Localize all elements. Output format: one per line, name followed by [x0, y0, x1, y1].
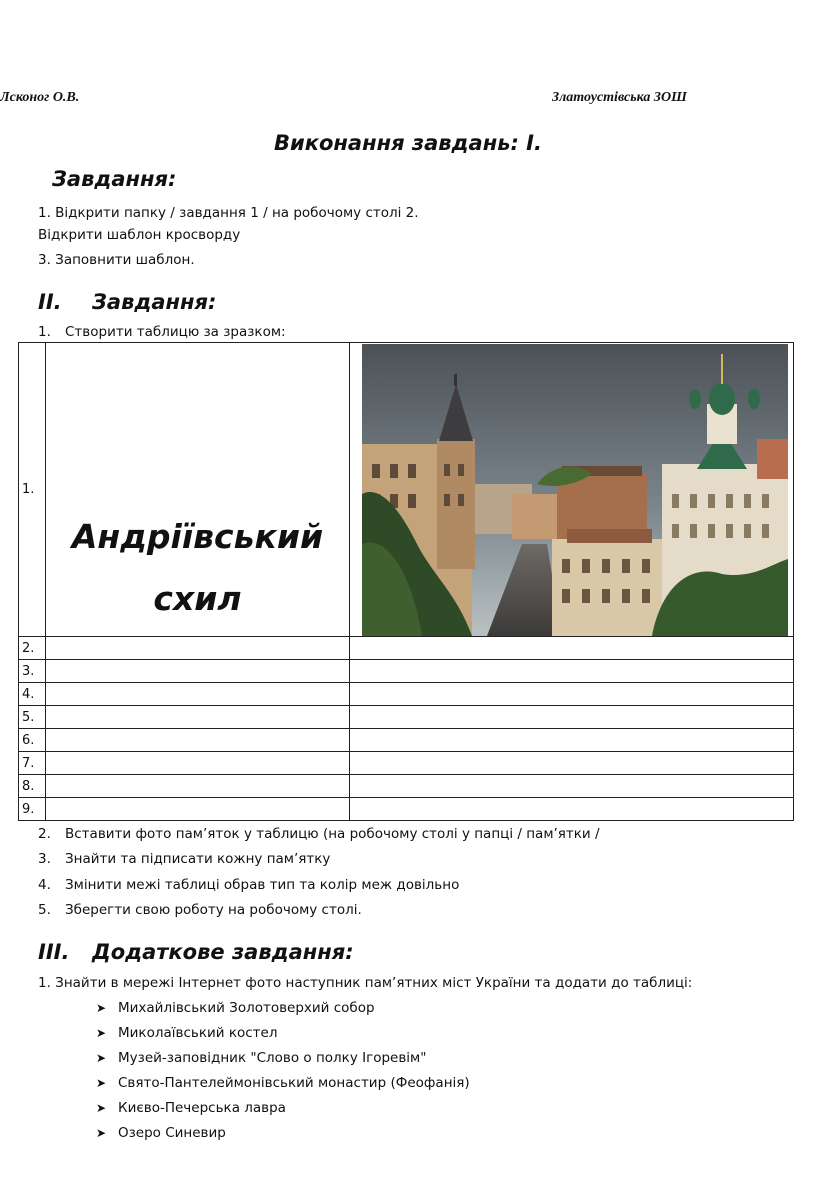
list-item: ➤ Свято-Пантелеймонівський монастир (Феофанія): [96, 1075, 470, 1091]
row-number: 6.: [19, 729, 46, 752]
author-name: Лсконог О.В.: [0, 90, 80, 105]
table-row: [19, 798, 794, 821]
row-number: 9.: [19, 798, 46, 821]
arrow-bullet-icon: ➤: [96, 1126, 107, 1140]
arrow-bullet-icon: ➤: [96, 1001, 107, 1015]
arrow-bullet-icon: ➤: [96, 1051, 107, 1065]
step-text: Зберегти свою роботу на робочому столі.: [65, 902, 362, 918]
arrow-bullet-icon: ➤: [96, 1026, 107, 1040]
row-number: 2.: [19, 637, 46, 660]
arrow-bullet-icon: ➤: [96, 1101, 107, 1115]
section1-line1: 1. Відкрити папку / завдання 1 / на робочому столі 2.: [38, 205, 419, 221]
section2-step1: Створити таблицю за зразком:: [65, 324, 286, 340]
step-text: Вставити фото пам’яток у таблицю (на робочому столі у папці / пам’ятки /: [65, 826, 600, 842]
table-row: [19, 775, 794, 798]
row-number: 5.: [19, 706, 46, 729]
section1-subtitle: Завдання:: [52, 167, 177, 191]
table-row: [19, 752, 794, 775]
table-row: [19, 660, 794, 683]
monument-name-line1: Андріївський: [71, 517, 324, 556]
section1-line3: 3. Заповнити шаблон.: [38, 252, 195, 268]
monuments-table: [18, 342, 794, 821]
monument-name-cell: [46, 343, 350, 637]
list-item: ➤ Музей-заповідник "Слово о полку Ігоревім": [96, 1050, 427, 1066]
section2-numeral: II.: [38, 290, 62, 314]
andriivskyi-photo: [362, 344, 788, 636]
section2-title: Завдання:: [92, 290, 217, 314]
arrow-bullet-icon: ➤: [96, 1076, 107, 1090]
section1-title: Виконання завдань: І.: [274, 131, 542, 155]
table-row: [19, 637, 794, 660]
school-name: Златоустівська ЗОШ: [552, 90, 687, 105]
row-number: 3.: [19, 660, 46, 683]
step-number: 3.: [38, 851, 51, 867]
step-number: 4.: [38, 877, 51, 893]
table-row: [19, 729, 794, 752]
section3-numeral: III.: [38, 940, 70, 964]
section3-title: Додаткове завдання:: [92, 940, 354, 964]
table-row: [19, 683, 794, 706]
step-number: 2.: [38, 826, 51, 842]
section3-intro: 1. Знайти в мережі Інтернет фото наступник пам’ятних міст України та додати до таблиці:: [38, 975, 693, 991]
section2-step1-num: 1.: [38, 324, 51, 340]
step-number: 5.: [38, 902, 51, 918]
table-row: [19, 343, 794, 637]
monument-name-line2: схил: [153, 579, 242, 618]
list-item: ➤ Києво-Печерська лавра: [96, 1100, 286, 1116]
row-number: 1.: [19, 343, 46, 637]
table-row: [19, 706, 794, 729]
step-text: Знайти та підписати кожну пам’ятку: [65, 851, 331, 867]
row-number: 8.: [19, 775, 46, 798]
section1-line2: Відкрити шаблон кросворду: [38, 227, 241, 243]
monument-photo-cell: [350, 343, 794, 637]
list-item: ➤ Михайлівський Золотоверхий собор: [96, 1000, 375, 1016]
row-number: 4.: [19, 683, 46, 706]
list-item: ➤ Озеро Синевир: [96, 1125, 226, 1141]
step-text: Змінити межі таблиці обрав тип та колір меж довільно: [65, 877, 460, 893]
list-item: ➤ Миколаївський костел: [96, 1025, 278, 1041]
row-number: 7.: [19, 752, 46, 775]
